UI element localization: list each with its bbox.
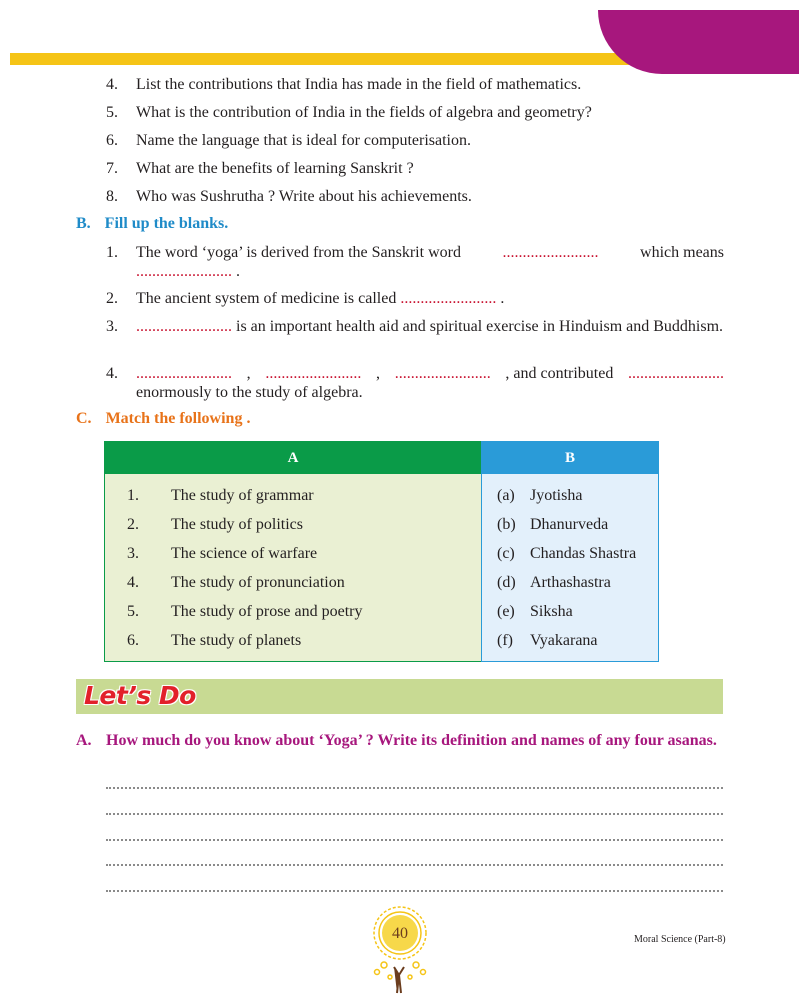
answer-line[interactable] [106,787,723,789]
section-b-heading: B. Fill up the blanks. [76,215,229,232]
answer-line[interactable] [106,864,723,866]
blank-line: ........................ [136,365,232,382]
answer-line[interactable] [106,890,723,892]
blank-line: ........................ [136,318,232,335]
answer-line[interactable] [106,813,723,815]
top-accent-bar [10,53,710,65]
match-table [104,441,659,662]
answer-line[interactable] [106,839,723,841]
lets-do-banner [76,679,723,714]
blank-line: ........................ [400,290,497,307]
blank-line: ........................ [394,365,491,382]
column-a: A 1. The study of grammar 2. The study of politics 3. The science of warfare 4. The study of pronunciation 5. The study of prose and poetry 6. The study of planets [104,441,482,662]
blank-line: ........................ [502,244,599,261]
footer-book-title: Moral Science (Part-8) [634,934,726,945]
blank-line: ........................ [265,365,362,382]
column-b-header: B [482,442,658,474]
column-a-header: A [105,442,481,474]
blank-line: ........................ [136,263,232,280]
column-b: B (a) Jyotisha (b) Dhanurveda (c) Chandas Shastra (d) Arthashastra (e) Siksha (f) Vyakarana [481,441,659,662]
top-corner-tab [598,10,799,74]
blank-line: ........................ [628,365,724,382]
lets-do-title: Let’s Do [84,681,196,710]
page-number: 40 [392,925,408,942]
page-number-badge [368,905,432,995]
sun-tree-icon [368,905,432,995]
section-c-heading: C. Match the following . [76,410,251,427]
